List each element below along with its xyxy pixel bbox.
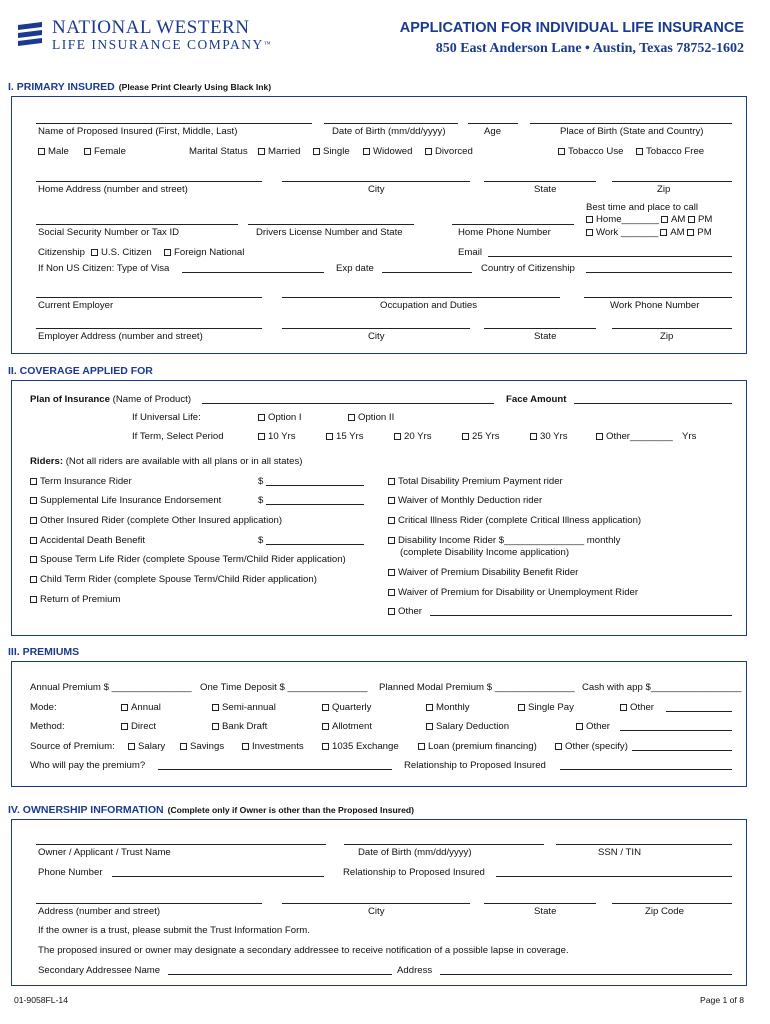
exp-date-line[interactable] bbox=[382, 272, 472, 273]
foreign-national-checkbox[interactable]: Foreign National bbox=[164, 247, 244, 258]
form-number: 01-9058FL-14 bbox=[14, 995, 68, 1005]
divorced-checkbox[interactable]: Divorced bbox=[425, 146, 473, 157]
mode-semiannual-checkbox[interactable]: Semi-annual bbox=[212, 702, 276, 713]
plan-line[interactable] bbox=[202, 403, 494, 404]
section-primary-insured-title: I. PRIMARY INSURED (Please Print Clearly Using Black Ink) bbox=[8, 81, 272, 93]
city-line[interactable] bbox=[282, 181, 470, 182]
sle-rider-checkbox[interactable]: Supplemental Life Insurance Endorsement bbox=[30, 495, 221, 506]
source-label: Source of Premium: bbox=[30, 741, 115, 752]
page-number: Page 1 of 8 bbox=[700, 995, 744, 1005]
source-loan-checkbox[interactable]: Loan (premium financing) bbox=[418, 741, 537, 752]
face-amount-label: Face Amount bbox=[506, 394, 567, 405]
term-period-label: If Term, Select Period bbox=[132, 431, 224, 442]
pob-label: Place of Birth (State and Country) bbox=[560, 126, 704, 137]
term-yrs-label: Yrs bbox=[682, 431, 697, 442]
company-name-line1: NATIONAL WESTERN bbox=[52, 17, 250, 38]
email-label: Email bbox=[458, 247, 482, 258]
owner-city-line[interactable] bbox=[282, 903, 470, 904]
owner-address-label: Address (number and street) bbox=[38, 906, 161, 917]
owner-zip-label: Zip Code bbox=[645, 906, 684, 917]
source-1035-checkbox[interactable]: 1035 Exchange bbox=[322, 741, 399, 752]
dl-label: Drivers License Number and State bbox=[256, 227, 403, 238]
disability-income-rider-checkbox[interactable]: Disability Income Rider $_______________ monthly bbox=[388, 535, 620, 546]
premium-relationship-label: Relationship to Proposed Insured bbox=[404, 760, 546, 771]
add-rider-amount-line[interactable] bbox=[266, 544, 364, 545]
secondary-address-line[interactable] bbox=[440, 974, 732, 975]
method-bank-draft-checkbox[interactable]: Bank Draft bbox=[212, 721, 267, 732]
dl-line[interactable] bbox=[248, 224, 414, 225]
city-label: City bbox=[368, 184, 385, 195]
option-2-checkbox[interactable]: Option II bbox=[348, 412, 394, 423]
country-label: Country of Citizenship bbox=[481, 263, 575, 274]
citizenship-label: Citizenship bbox=[38, 247, 85, 258]
method-label: Method: bbox=[30, 721, 65, 732]
wpu-rider-checkbox[interactable]: Waiver of Premium for Disability or Unemployment Rider bbox=[388, 587, 638, 598]
secondary-addressee-note: The proposed insured or owner may designate a secondary addressee to receive notification of a possible lapse in coverage. bbox=[38, 945, 569, 956]
source-other-checkbox[interactable]: Other (specify) bbox=[555, 741, 628, 752]
name-line[interactable] bbox=[36, 123, 312, 124]
method-direct-checkbox[interactable]: Direct bbox=[121, 721, 156, 732]
tobacco-free-checkbox[interactable]: Tobacco Free bbox=[636, 146, 704, 157]
face-amount-line[interactable] bbox=[574, 403, 732, 404]
other-rider-line[interactable] bbox=[430, 615, 732, 616]
occupation-label: Occupation and Duties bbox=[380, 300, 478, 311]
one-time-deposit-field[interactable]: One Time Deposit $ _______________ bbox=[200, 682, 368, 693]
term-25-checkbox[interactable]: 25 Yrs bbox=[462, 431, 500, 442]
home-address-label: Home Address (number and street) bbox=[38, 184, 188, 195]
method-other-line[interactable] bbox=[620, 730, 732, 731]
term-rider-checkbox[interactable]: Term Insurance Rider bbox=[30, 476, 132, 487]
employer-state-label: State bbox=[534, 331, 557, 342]
pob-line[interactable] bbox=[530, 123, 732, 124]
owner-dob-line[interactable] bbox=[344, 844, 544, 845]
widowed-checkbox[interactable]: Widowed bbox=[363, 146, 412, 157]
who-pays-line[interactable] bbox=[158, 769, 392, 770]
work-phone-line[interactable] bbox=[584, 297, 732, 298]
age-label: Age bbox=[484, 126, 502, 137]
modal-premium-field[interactable]: Planned Modal Premium $ _______________ bbox=[379, 682, 575, 693]
dob-line[interactable] bbox=[324, 123, 458, 124]
mode-annual-checkbox[interactable]: Annual bbox=[121, 702, 161, 713]
mode-quarterly-checkbox[interactable]: Quarterly bbox=[322, 702, 371, 713]
logo-mark-icon bbox=[16, 20, 44, 50]
wmd-rider-checkbox[interactable]: Waiver of Monthly Deduction rider bbox=[388, 495, 542, 506]
disability-income-note: (complete Disability Income application) bbox=[400, 547, 570, 558]
country-line[interactable] bbox=[586, 272, 732, 273]
wpd-rider-checkbox[interactable]: Waiver of Premium Disability Benefit Rider bbox=[388, 567, 578, 578]
section-premiums-title: III. PREMIUMS bbox=[8, 646, 80, 658]
owner-relationship-label: Relationship to Proposed Insured bbox=[343, 867, 485, 878]
zip-line[interactable] bbox=[612, 181, 732, 182]
owner-dob-label: Date of Birth (mm/dd/yyyy) bbox=[358, 847, 472, 858]
home-time-checkbox[interactable]: Home_______ AM PM bbox=[586, 214, 712, 225]
owner-relationship-line[interactable] bbox=[496, 876, 732, 877]
method-salary-deduction-checkbox[interactable]: Salary Deduction bbox=[426, 721, 509, 732]
trademark: ™ bbox=[263, 40, 273, 48]
secondary-name-line[interactable] bbox=[168, 974, 392, 975]
marital-status-label: Marital Status bbox=[189, 146, 248, 157]
best-time-label: Best time and place to call bbox=[586, 202, 698, 213]
home-phone-label: Home Phone Number bbox=[458, 227, 551, 238]
return-of-premium-checkbox[interactable]: Return of Premium bbox=[30, 594, 121, 605]
secondary-address-label: Address bbox=[397, 965, 433, 976]
visa-line[interactable] bbox=[182, 272, 324, 273]
term-rider-amount-line[interactable] bbox=[266, 485, 364, 486]
state-line[interactable] bbox=[484, 181, 596, 182]
zip-label: Zip bbox=[657, 184, 671, 195]
company-name-line2: LIFE INSURANCE COMPANY bbox=[52, 37, 264, 52]
company-logo bbox=[16, 18, 272, 52]
add-rider-dollar: $ bbox=[258, 535, 264, 546]
owner-name-line[interactable] bbox=[36, 844, 326, 845]
work-time-checkbox[interactable]: Work _______ AM PM bbox=[586, 227, 712, 238]
age-line[interactable] bbox=[468, 123, 518, 124]
owner-name-label: Owner / Applicant / Trust Name bbox=[38, 847, 171, 858]
form-title: APPLICATION FOR INDIVIDUAL LIFE INSURANCE bbox=[399, 20, 744, 36]
owner-city-label: City bbox=[368, 906, 385, 917]
spouse-term-rider-checkbox[interactable]: Spouse Term Life Rider (complete Spouse Term/Child Rider application) bbox=[30, 554, 346, 565]
company-address: 850 East Anderson Lane • Austin, Texas 78752-1602 bbox=[435, 41, 744, 56]
term-30-checkbox[interactable]: 30 Yrs bbox=[530, 431, 568, 442]
single-checkbox[interactable]: Single bbox=[313, 146, 350, 157]
male-checkbox[interactable]: Male bbox=[38, 146, 69, 157]
premium-relationship-line[interactable] bbox=[560, 769, 732, 770]
method-allotment-checkbox[interactable]: Allotment bbox=[322, 721, 372, 732]
mode-other-checkbox[interactable]: Other bbox=[620, 702, 654, 713]
dob-label: Date of Birth (mm/dd/yyyy) bbox=[332, 126, 446, 137]
child-term-rider-checkbox[interactable]: Child Term Rider (complete Spouse Term/Child Rider application) bbox=[30, 574, 317, 585]
owner-ssn-label: SSN / TIN bbox=[598, 847, 642, 858]
secondary-name-label: Secondary Addressee Name bbox=[38, 965, 161, 976]
source-investments-checkbox[interactable]: Investments bbox=[242, 741, 304, 752]
employer-line[interactable] bbox=[36, 297, 262, 298]
employer-zip-line[interactable] bbox=[612, 328, 732, 329]
employer-zip-label: Zip bbox=[660, 331, 674, 342]
annual-premium-field[interactable]: Annual Premium $ _______________ bbox=[30, 682, 192, 693]
mode-label: Mode: bbox=[30, 702, 57, 713]
employer-address-line[interactable] bbox=[36, 328, 262, 329]
method-other-checkbox[interactable]: Other bbox=[576, 721, 610, 732]
employer-city-label: City bbox=[368, 331, 385, 342]
add-rider-checkbox[interactable]: Accidental Death Benefit bbox=[30, 535, 145, 546]
tdp-rider-checkbox[interactable]: Total Disability Premium Payment rider bbox=[388, 476, 563, 487]
employer-state-line[interactable] bbox=[484, 328, 596, 329]
source-savings-checkbox[interactable]: Savings bbox=[180, 741, 224, 752]
owner-state-label: State bbox=[534, 906, 557, 917]
ssn-line[interactable] bbox=[36, 224, 238, 225]
term-other-checkbox[interactable]: Other________ bbox=[596, 431, 673, 442]
owner-ssn-line[interactable] bbox=[556, 844, 732, 845]
owner-state-line[interactable] bbox=[484, 903, 596, 904]
work-phone-label: Work Phone Number bbox=[610, 300, 700, 311]
other-insured-rider-checkbox[interactable]: Other Insured Rider (complete Other Insured application) bbox=[30, 515, 282, 526]
married-checkbox[interactable]: Married bbox=[258, 146, 301, 157]
plan-label: Plan of Insurance (Name of Product) bbox=[30, 394, 192, 405]
ssn-label: Social Security Number or Tax ID bbox=[38, 227, 180, 238]
sle-rider-amount-line[interactable] bbox=[266, 504, 364, 505]
email-line[interactable] bbox=[488, 256, 732, 257]
employer-city-line[interactable] bbox=[282, 328, 470, 329]
occupation-line[interactable] bbox=[282, 297, 560, 298]
home-address-line[interactable] bbox=[36, 181, 262, 182]
source-other-line[interactable] bbox=[632, 750, 732, 751]
exp-date-label: Exp date bbox=[336, 263, 374, 274]
mode-single-pay-checkbox[interactable]: Single Pay bbox=[518, 702, 574, 713]
section-ownership-title: IV. OWNERSHIP INFORMATION (Complete only if Owner is other than the Proposed Insured) bbox=[8, 804, 414, 816]
term-15-checkbox[interactable]: 15 Yrs bbox=[326, 431, 364, 442]
section-coverage-title: II. COVERAGE APPLIED FOR bbox=[8, 365, 153, 377]
state-label: State bbox=[534, 184, 557, 195]
owner-phone-line[interactable] bbox=[112, 876, 324, 877]
female-checkbox[interactable]: Female bbox=[84, 146, 126, 157]
who-pays-label: Who will pay the premium? bbox=[30, 760, 146, 771]
riders-label: Riders: (Not all riders are available with all plans or in all states) bbox=[30, 456, 303, 467]
cash-with-app-field[interactable]: Cash with app $_________________ bbox=[582, 682, 742, 693]
other-rider-checkbox[interactable]: Other bbox=[388, 606, 422, 617]
us-citizen-checkbox[interactable]: U.S. Citizen bbox=[91, 247, 152, 258]
owner-zip-line[interactable] bbox=[612, 903, 732, 904]
trust-note: If the owner is a trust, please submit the Trust Information Form. bbox=[38, 925, 310, 936]
source-salary-checkbox[interactable]: Salary bbox=[128, 741, 165, 752]
owner-address-line[interactable] bbox=[36, 903, 262, 904]
owner-phone-label: Phone Number bbox=[38, 867, 103, 878]
universal-life-label: If Universal Life: bbox=[132, 412, 201, 423]
employer-label: Current Employer bbox=[38, 300, 114, 311]
mode-other-line[interactable] bbox=[666, 711, 732, 712]
visa-label: If Non US Citizen: Type of Visa bbox=[38, 263, 170, 274]
option-1-checkbox[interactable]: Option I bbox=[258, 412, 302, 423]
term-rider-dollar: $ bbox=[258, 476, 264, 487]
home-phone-line[interactable] bbox=[452, 224, 574, 225]
sle-rider-dollar: $ bbox=[258, 495, 264, 506]
name-label: Name of Proposed Insured (First, Middle, Last) bbox=[38, 126, 238, 137]
critical-illness-rider-checkbox[interactable]: Critical Illness Rider (complete Critical Illness application) bbox=[388, 515, 641, 526]
employer-address-label: Employer Address (number and street) bbox=[38, 331, 203, 342]
term-10-checkbox[interactable]: 10 Yrs bbox=[258, 431, 296, 442]
mode-monthly-checkbox[interactable]: Monthly bbox=[426, 702, 470, 713]
tobacco-use-checkbox[interactable]: Tobacco Use bbox=[558, 146, 623, 157]
term-20-checkbox[interactable]: 20 Yrs bbox=[394, 431, 432, 442]
